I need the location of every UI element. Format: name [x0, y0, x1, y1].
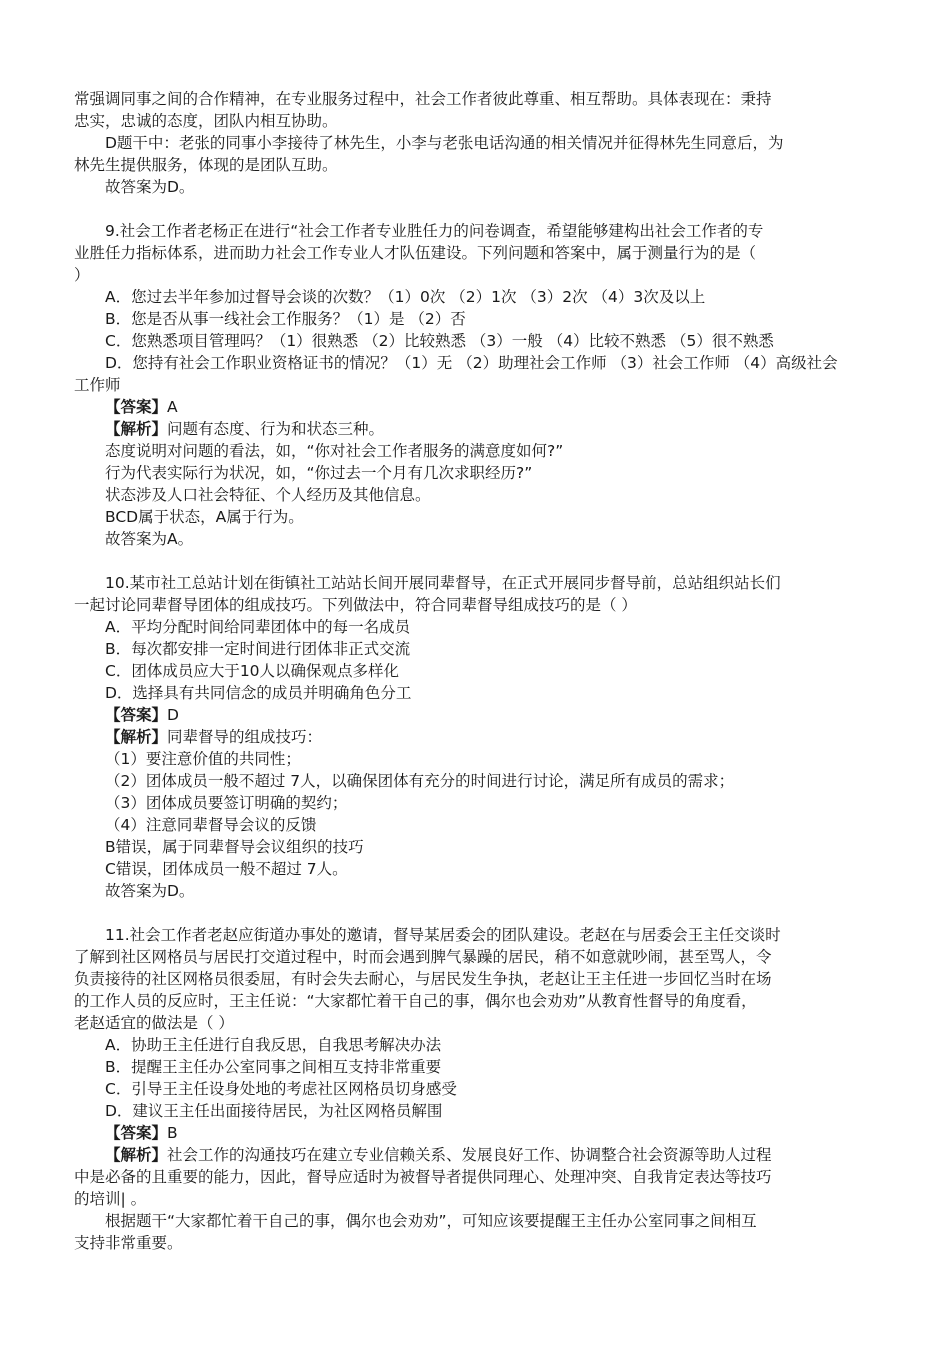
analysis-label: 【解析】	[105, 420, 168, 438]
analysis-line	[74, 418, 880, 440]
spacer	[74, 902, 880, 924]
analysis-head: 社会工作的沟通技巧在建立专业信赖关系、发展良好工作、协调整合社会资源等助人过程	[167, 1146, 772, 1164]
analysis-label: 【解析】	[105, 1146, 168, 1164]
question-stem-line: 的工作人员的反应时，王主任说：“大家都忙着干自己的事，偶尔也会劝劝”从教育性督导的角度看，	[74, 992, 757, 1010]
analysis-text: B错误，属于同辈督导会议组织的技巧	[105, 838, 364, 856]
question-stem-line: 9.社会工作者老杨正在进行“社会工作者专业胜任力的问卷调查，希望能够建构出社会工作者的专	[105, 222, 764, 240]
question-11	[74, 924, 880, 1254]
analysis-text: C错误，团体成员一般不超过 7人。	[105, 860, 348, 878]
conclusion-text: 支持非常重要。	[74, 1234, 183, 1252]
option-d-continued: 工作师	[74, 376, 121, 394]
intro-line: 常强调同事之间的合作精神，在专业服务过程中，社会工作者彼此尊重、相互帮助。具体表现在：秉持	[74, 90, 772, 108]
analysis-label: 【解析】	[105, 728, 168, 746]
question-stem-line: 了解到社区网格员与居民打交道过程中，时而会遇到脾气暴躁的居民，稍不如意就吵闹，甚至骂人，令	[74, 948, 772, 966]
question-stem-line: ）	[74, 266, 90, 284]
answer-line	[74, 704, 880, 726]
option-b: B．提醒王主任办公室同事之间相互支持非常重要	[105, 1058, 442, 1076]
analysis-text: 的培训| 。	[74, 1190, 147, 1208]
analysis-text: 中是必备的且重要的能力，因此，督导应适时为被督导者提供同理心、处理冲突、自我肯定表达等技巧	[74, 1168, 772, 1186]
answer-line	[74, 1122, 880, 1144]
analysis-line	[74, 726, 880, 748]
question-stem-line: 11.社会工作者老赵应街道办事处的邀请，督导某居委会的团队建设。老赵在与居委会王主任交谈时	[105, 926, 781, 944]
question-stem-line: 负责接待的社区网格员很委屈，有时会失去耐心，与居民发生争执，老赵让王主任进一步回忆当时在场	[74, 970, 772, 988]
analysis-text: 行为代表实际行为状况，如，“你过去一个月有几次求职经历?”	[105, 464, 533, 482]
analysis-text: 态度说明对问题的看法，如，“你对社会工作者服务的满意度如何?”	[105, 442, 564, 460]
analysis-text: 故答案为D。	[105, 882, 195, 900]
answer-value: B	[167, 1124, 178, 1142]
option-c: C．团体成员应大于10人以确保观点多样化	[105, 662, 400, 680]
answer-line	[74, 396, 880, 418]
analysis-head: 问题有态度、行为和状态三种。	[167, 420, 385, 438]
d-explain-line: 林先生提供服务，体现的是团队互助。	[74, 156, 338, 174]
conclusion-text: 根据题干“大家都忙着干自己的事，偶尔也会劝劝”，可知应该要提醒王主任办公室同事之间相互	[105, 1212, 757, 1230]
answer-label: 【答案】	[105, 706, 168, 724]
answer-label: 【答案】	[105, 398, 168, 416]
d-explain-line: D题干中：老张的同事小李接待了林先生，小李与老张电话沟通的相关情况并征得林先生同意后，为	[105, 134, 784, 152]
option-b: B．每次都安排一定时间进行团体非正式交流	[105, 640, 411, 658]
analysis-text: （2）团体成员一般不超过 7人，以确保团体有充分的时间进行讨论，满足所有成员的需求；	[105, 772, 735, 790]
analysis-text: （4）注意同辈督导会议的反馈	[105, 816, 317, 834]
analysis-text: （3）团体成员要签订明确的契约；	[105, 794, 348, 812]
option-c: C．引导王主任设身处地的考虑社区网格员切身感受	[105, 1080, 457, 1098]
answer-value: A	[167, 398, 178, 416]
document-page	[74, 88, 880, 1254]
intro-section	[74, 88, 880, 198]
intro-conclusion: 故答案为D。	[105, 178, 195, 196]
question-10	[74, 572, 880, 902]
intro-line: 忠实，忠诚的态度，团队内相互协助。	[74, 112, 338, 130]
analysis-text: 状态涉及人口社会特征、个人经历及其他信息。	[105, 486, 431, 504]
option-a: A．您过去半年参加过督导会谈的次数？（1）0次 （2）1次 （3）2次 （4）3次及以上	[105, 288, 706, 306]
analysis-head: 同辈督导的组成技巧：	[167, 728, 323, 746]
analysis-line	[74, 1144, 880, 1166]
question-stem-line: 10.某市社工总站计划在街镇社工站站长间开展同辈督导，在正式开展同步督导前，总站组织站长们	[105, 574, 781, 592]
spacer	[74, 550, 880, 572]
analysis-text: （1）要注意价值的共同性；	[105, 750, 301, 768]
question-9	[74, 220, 880, 550]
spacer	[74, 198, 880, 220]
question-stem-line: 业胜任力指标体系，进而助力社会工作专业人才队伍建设。下列问题和答案中，属于测量行为的是（	[74, 244, 757, 262]
analysis-text: BCD属于状态，A属于行为。	[105, 508, 304, 526]
question-stem-line: 老赵适宜的做法是（ ）	[74, 1014, 234, 1032]
option-d: D．选择具有共同信念的成员并明确角色分工	[105, 684, 412, 702]
option-a: A．平均分配时间给同辈团体中的每一名成员	[105, 618, 411, 636]
answer-label: 【答案】	[105, 1124, 168, 1142]
option-a: A．协助王主任进行自我反思，自我思考解决办法	[105, 1036, 442, 1054]
option-d: D．建议王主任出面接待居民，为社区网格员解围	[105, 1102, 443, 1120]
option-c: C．您熟悉项目管理吗？（1）很熟悉 （2）比较熟悉 （3）一般 （4）比较不熟悉 （5）很不熟悉	[105, 332, 774, 350]
question-stem-line: 一起讨论同辈督导团体的组成技巧。下列做法中，符合同辈督导组成技巧的是（ ）	[74, 596, 637, 614]
answer-value: D	[167, 706, 179, 724]
analysis-text: 故答案为A。	[105, 530, 194, 548]
option-b: B．您是否从事一线社会工作服务？（1）是 （2）否	[105, 310, 466, 328]
option-d: D．您持有社会工作职业资格证书的情况？（1）无 （2）助理社会工作师 （3）社会工作师 （4）高级社会	[105, 354, 838, 372]
